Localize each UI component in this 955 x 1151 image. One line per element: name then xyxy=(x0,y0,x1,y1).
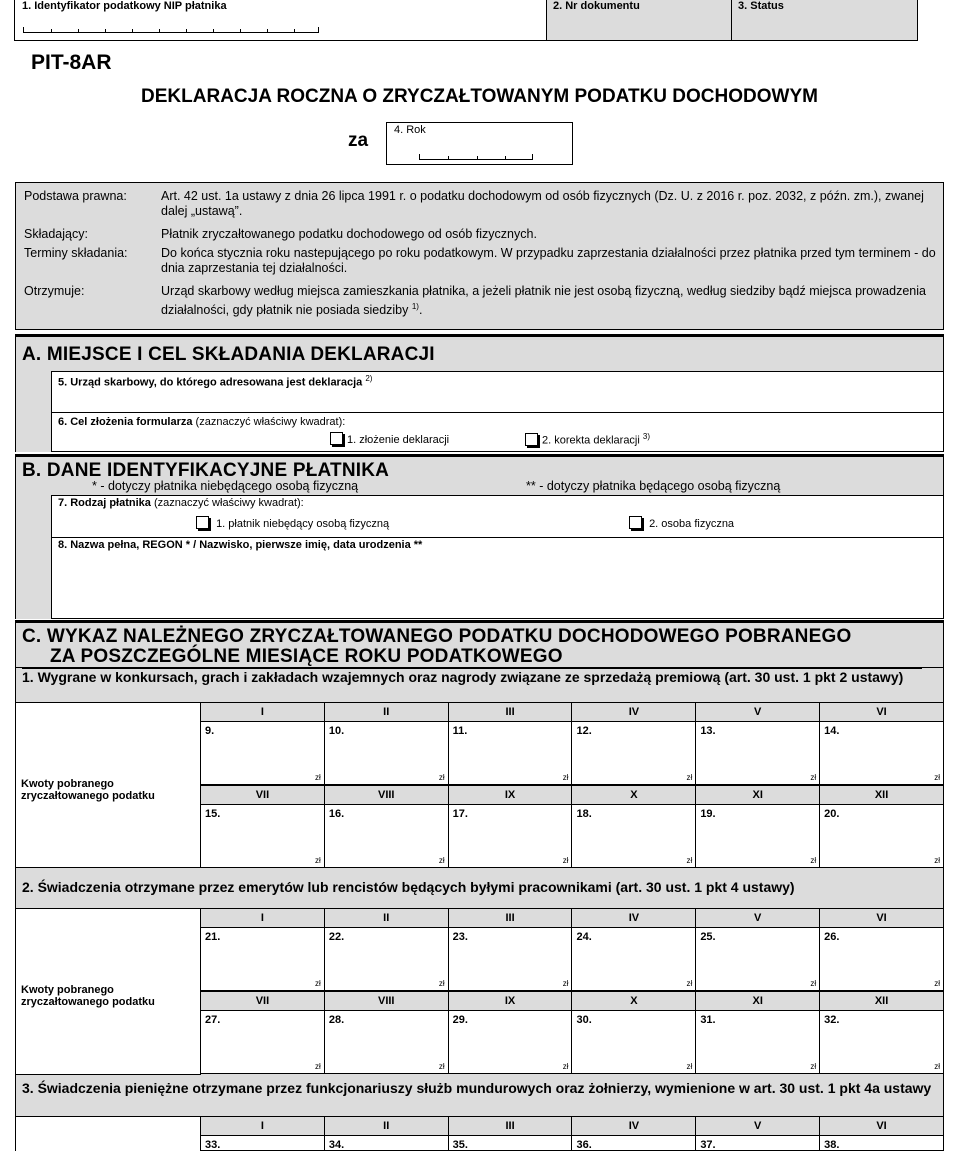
amount-field[interactable]: 32. zł xyxy=(820,1011,944,1074)
section-c-title-line1: C. WYKAZ NALEŻNEGO ZRYCZAŁTOWANEGO PODATKU DOCHODOWEGO POBRANEGO xyxy=(22,626,852,647)
section-a-title: A. MIEJSCE I CEL SKŁADANIA DEKLARACJI xyxy=(22,344,435,365)
amount-field[interactable]: 24. zł xyxy=(572,928,696,991)
month-header: III xyxy=(449,1116,573,1136)
option-submission[interactable]: 1. złożenie deklaracji xyxy=(330,432,449,446)
amount-field[interactable]: 17. zł xyxy=(449,805,573,868)
month-header: IV xyxy=(572,702,696,722)
amount-field[interactable]: 19. zł xyxy=(696,805,820,868)
section-b-title: B. DANE IDENTYFIKACYJNE PŁATNIKA xyxy=(22,460,390,481)
amount-field[interactable]: 28. zł xyxy=(325,1011,449,1074)
subsection-3-title: 3. Świadczenia pieniężne otrzymane przez funkcjonariuszy służb mundurowych oraz żołnierzy, wymienione w art. 30 ust. 1 pkt 4a ustawy xyxy=(22,1080,932,1096)
month-header: XI xyxy=(696,785,820,805)
note-natural-person: ** - dotyczy płatnika będącego osobą fizyczną xyxy=(526,479,781,493)
sub1-row-b xyxy=(200,805,944,868)
sub2-row-b xyxy=(200,1011,944,1074)
month-header: VII xyxy=(200,991,325,1011)
month-header: V xyxy=(696,1116,820,1136)
payer-type-label: 7. Rodzaj płatnika (zaznaczyć właściwy kwadrat): xyxy=(58,497,304,509)
month-header: VII xyxy=(200,785,325,805)
amount-field[interactable]: 35. xyxy=(449,1136,573,1151)
checkbox-natural-person[interactable] xyxy=(629,516,642,529)
checkbox-submission[interactable] xyxy=(330,432,343,445)
sub3-row-a xyxy=(200,1136,944,1151)
amount-field[interactable]: 27. zł xyxy=(200,1011,325,1074)
tax-office-label: 5. Urząd skarbowy, do którego adresowana jest deklaracja $^{2)}$ xyxy=(58,374,373,389)
month-header: VIII xyxy=(325,785,449,805)
payer-name-field[interactable] xyxy=(51,537,944,619)
month-header: II xyxy=(325,908,449,928)
amount-field[interactable]: 31. zł xyxy=(696,1011,820,1074)
amount-field[interactable]: 29. zł xyxy=(449,1011,573,1074)
info-val-deadlines: Do końca stycznia roku nastepującego po roku podatkowym. W przypadku zaprzestania działalności przez płatnika przed tym terminem - do dnia zaprzestania tej działalności. xyxy=(161,246,936,275)
sub3-side-cell xyxy=(15,1116,201,1151)
option-legal-entity[interactable]: 1. płatnik niebędący osobą fizyczną xyxy=(196,516,389,530)
sub2-months-head-b xyxy=(200,991,944,1011)
month-header: I xyxy=(200,702,325,722)
month-header: IV xyxy=(572,1116,696,1136)
form-code: PIT-8AR xyxy=(31,51,112,74)
info-box xyxy=(15,182,944,330)
sub2-side-cell xyxy=(15,908,201,1075)
subsection-1-topline xyxy=(15,667,944,668)
status-field xyxy=(731,0,918,41)
tax-office-field[interactable] xyxy=(51,371,944,413)
info-val-legal-basis: Art. 42 ust. 1a ustawy z dnia 26 lipca 1991 r. o podatku dochodowym od osób fizycznych (Dz. U. z 2016 r. poz. 2032, z późn. zm.), zwanej dalej „ustawą”. xyxy=(161,189,924,218)
month-header: V xyxy=(696,908,820,928)
month-header: V xyxy=(696,702,820,722)
sub1-side-label: Kwoty pobranego zryczałtowanego podatku xyxy=(21,778,155,802)
month-header: XI xyxy=(696,991,820,1011)
amount-field[interactable]: 9. zł xyxy=(200,722,325,785)
month-header: VIII xyxy=(325,991,449,1011)
za-label: za xyxy=(348,130,369,151)
month-header: IX xyxy=(449,785,573,805)
amount-field[interactable]: 16. zł xyxy=(325,805,449,868)
sub2-months-head-a xyxy=(200,908,944,928)
amount-field[interactable]: 14. zł xyxy=(820,722,944,785)
sub1-side-cell xyxy=(15,702,201,868)
month-header: VI xyxy=(820,1116,944,1136)
month-header: IV xyxy=(572,908,696,928)
info-val-recipient: Urząd skarbowy według miejsca zamieszkania płatnika, a jeżeli płatnik nie jest osobą fizyczną, według siedziby bądź miejsca prowadzenia działalności, gdy płatnik nie posiada siedziby $^{1)}$. xyxy=(161,284,926,318)
nip-comb xyxy=(23,27,319,33)
payer-name-label: 8. Nazwa pełna, REGON * / Nazwisko, pierwsze imię, data urodzenia ** xyxy=(58,539,423,551)
amount-field[interactable]: 20. zł xyxy=(820,805,944,868)
info-key-submitter: Składający: xyxy=(24,227,88,241)
status-label: 3. Status xyxy=(738,0,784,12)
year-comb xyxy=(419,154,533,160)
nip-label: 1. Identyfikator podatkowy NIP płatnika xyxy=(22,0,227,12)
month-header: III xyxy=(449,702,573,722)
month-header: X xyxy=(572,991,696,1011)
sub1-row-a xyxy=(200,722,944,785)
amount-field[interactable]: 22. zł xyxy=(325,928,449,991)
month-header: III xyxy=(449,908,573,928)
sub1-months-head-b xyxy=(200,785,944,805)
amount-field[interactable]: 33. xyxy=(200,1136,325,1151)
month-header: IX xyxy=(449,991,573,1011)
amount-field[interactable]: 30. zł xyxy=(572,1011,696,1074)
month-header: I xyxy=(200,1116,325,1136)
sub2-row-a xyxy=(200,928,944,991)
month-header: II xyxy=(325,1116,449,1136)
doc-number-label: 2. Nr dokumentu xyxy=(553,0,640,12)
subsection-1-title: 1. Wygrane w konkursach, grach i zakładach wzajemnych oraz nagrody związane ze sprzedażą premiową (art. 30 ust. 1 pkt 2 ustawy) xyxy=(22,668,922,686)
info-key-recipient: Otrzymuje: xyxy=(24,284,85,298)
doc-number-field xyxy=(546,0,732,41)
amount-field[interactable]: 18. zł xyxy=(572,805,696,868)
amount-field[interactable]: 12. zł xyxy=(572,722,696,785)
amount-field[interactable]: 26. zł xyxy=(820,928,944,991)
amount-field[interactable]: 13. zł xyxy=(696,722,820,785)
year-field[interactable] xyxy=(386,122,573,165)
form-title: DEKLARACJA ROCZNA O ZRYCZAŁTOWANYM PODATKU DOCHODOWYM xyxy=(141,86,818,107)
amount-field[interactable]: 11. zł xyxy=(449,722,573,785)
amount-field[interactable]: 36. xyxy=(572,1136,696,1151)
checkbox-correction[interactable] xyxy=(525,433,538,446)
year-label: 4. Rok xyxy=(394,124,426,136)
info-key-legal-basis: Podstawa prawna: xyxy=(24,189,127,203)
amount-field[interactable]: 21. zł xyxy=(200,928,325,991)
amount-field[interactable]: 25. zł xyxy=(696,928,820,991)
note-legal-entity: * - dotyczy płatnika niebędącego osobą fizyczną xyxy=(92,479,359,493)
amount-field[interactable]: 34. xyxy=(325,1136,449,1151)
amount-field[interactable]: 23. zł xyxy=(449,928,573,991)
month-header: XII xyxy=(820,785,944,805)
option-correction[interactable]: 2. korekta deklaracji $^{3)}$ xyxy=(525,432,650,447)
amount-field[interactable]: 15. zł xyxy=(200,805,325,868)
month-header: VI xyxy=(820,702,944,722)
month-header: I xyxy=(200,908,325,928)
purpose-label: 6. Cel złożenia formularza (zaznaczyć właściwy kwadrat): xyxy=(58,416,346,428)
amount-field[interactable]: 37. xyxy=(696,1136,820,1151)
info-key-deadlines: Terminy składania: xyxy=(24,246,128,260)
section-c-title-line2: ZA POSZCZEGÓLNE MIESIĄCE ROKU PODATKOWEGO xyxy=(50,646,563,667)
month-header: VI xyxy=(820,908,944,928)
amount-field[interactable]: 10. zł xyxy=(325,722,449,785)
info-val-submitter: Płatnik zryczałtowanego podatku dochodowego od osób fizycznych. xyxy=(161,227,537,241)
month-header: II xyxy=(325,702,449,722)
sub3-months-head-a xyxy=(200,1116,944,1136)
purpose-field xyxy=(51,412,944,452)
subsection-2-title: 2. Świadczenia otrzymane przez emerytów lub rencistów będących byłymi pracownikami (art. 30 ust. 1 pkt 4 ustawy) xyxy=(22,879,795,895)
payer-type-field xyxy=(51,495,944,538)
sub1-months-head-a xyxy=(200,702,944,722)
nip-field[interactable] xyxy=(14,0,547,41)
checkbox-legal-entity[interactable] xyxy=(196,516,209,529)
option-natural-person[interactable]: 2. osoba fizyczna xyxy=(629,516,734,530)
amount-field[interactable]: 38. xyxy=(820,1136,944,1151)
month-header: X xyxy=(572,785,696,805)
sub2-side-label: Kwoty pobranego zryczałtowanego podatku xyxy=(21,984,155,1008)
month-header: XII xyxy=(820,991,944,1011)
